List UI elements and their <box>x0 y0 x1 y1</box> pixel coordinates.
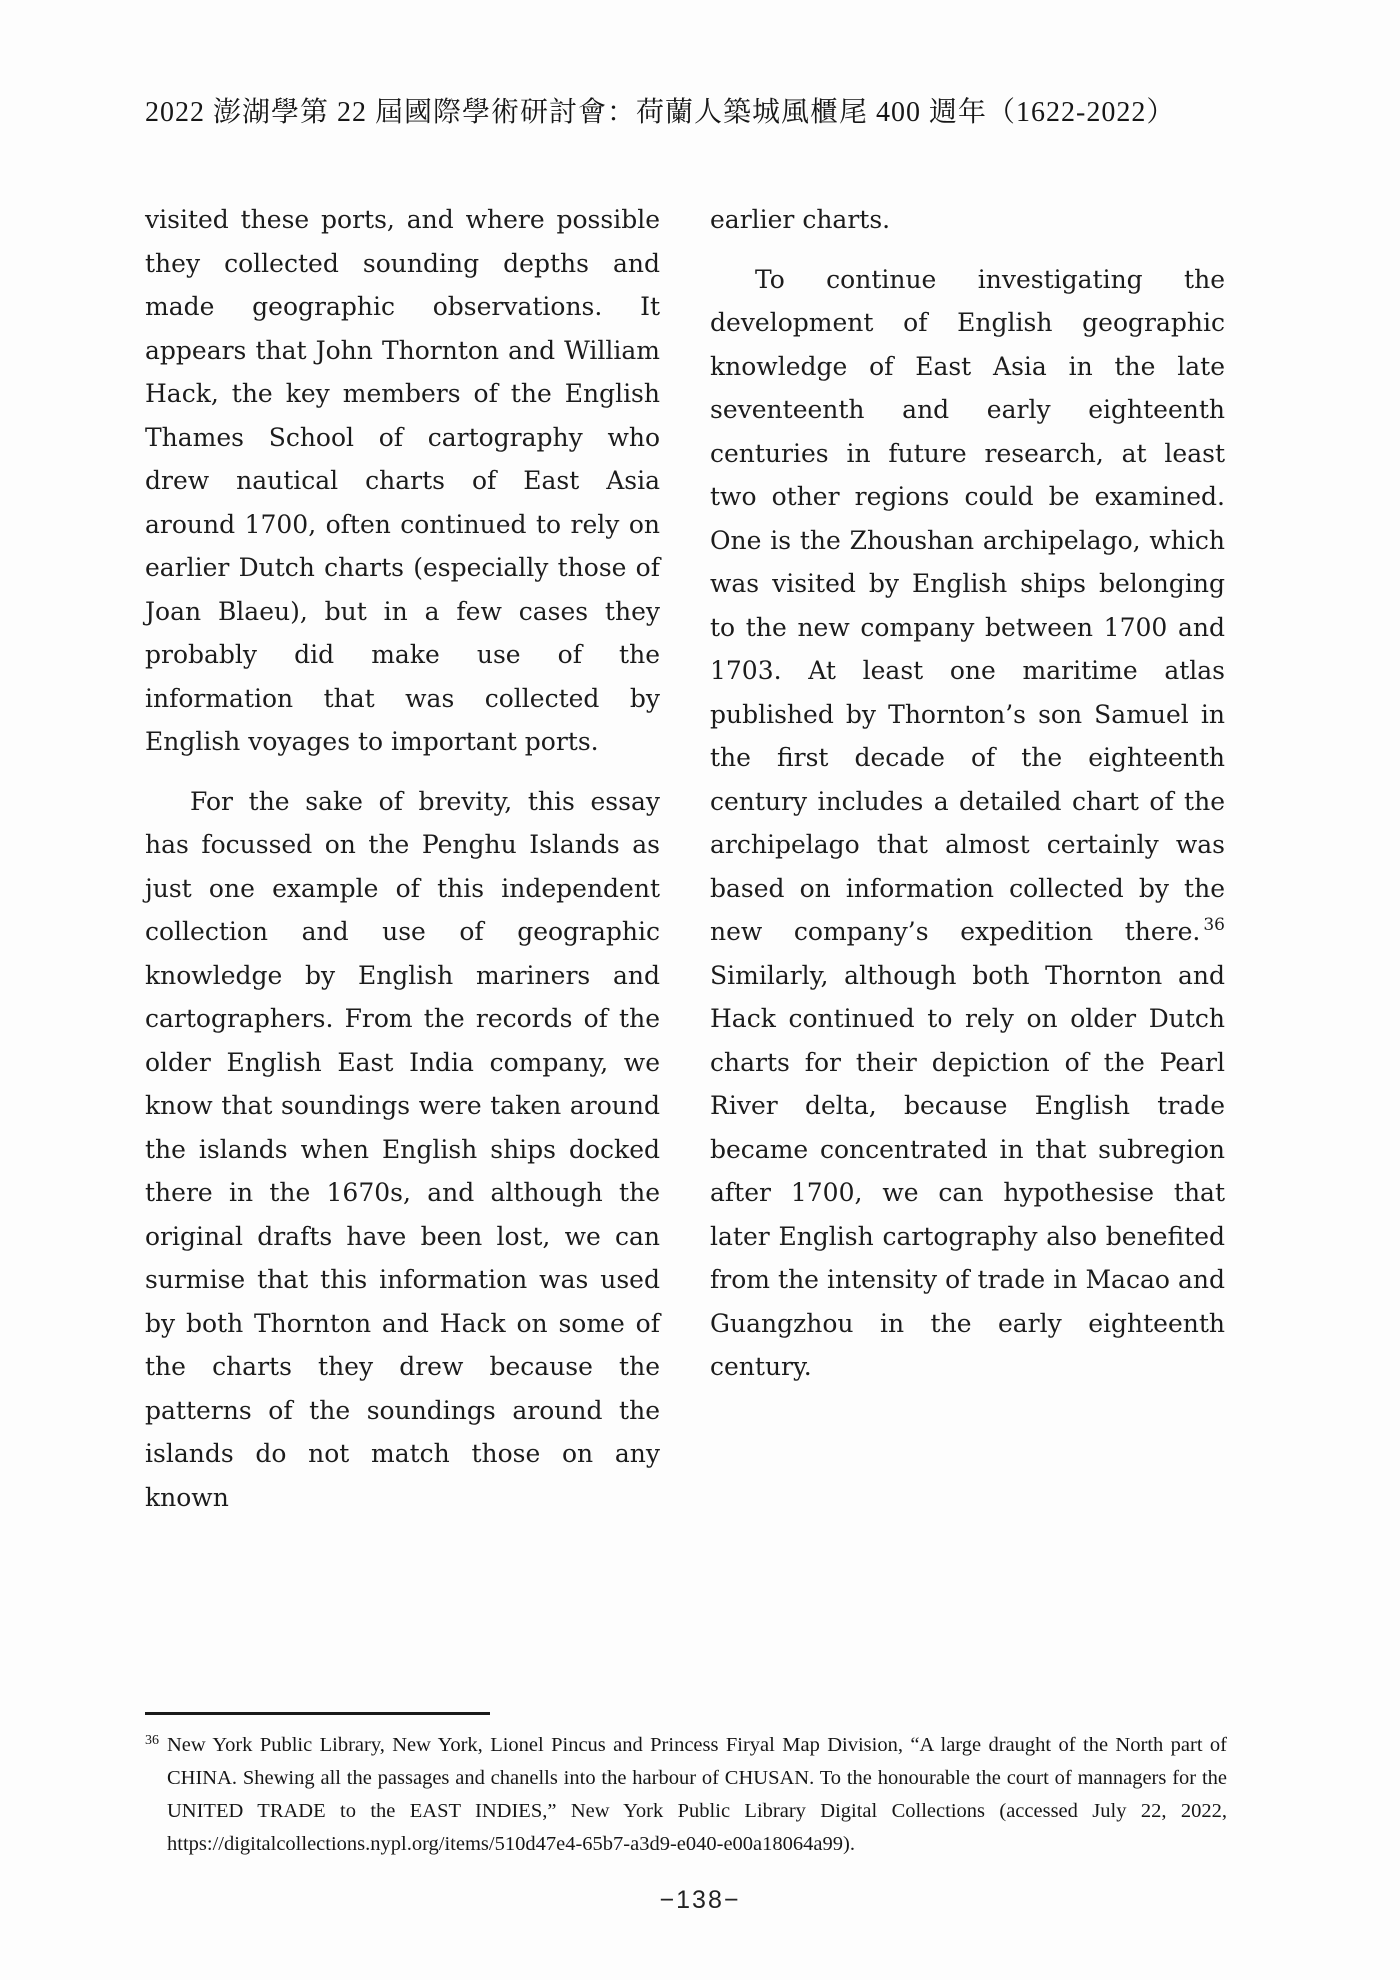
paragraph-continuation: visited these ports, and where possible they collected sounding depths and made geographic observations. It appears that John Thornton and William Hack, the key members of the English Thames School of cartography who drew nautical charts of East Asia around 1700, often continued to rely on earlier Dutch charts (especially those of Joan Blaeu), but in a few cases they probably did make use of the information that was collected by English voyages to important ports. <box>145 205 660 756</box>
paragraph <box>710 258 1225 1389</box>
right-column <box>710 198 1225 1535</box>
paragraph-continuation: earlier charts. <box>710 205 891 234</box>
page-header <box>145 90 1300 130</box>
footnote-separator-rule <box>145 1712 490 1715</box>
footnote-text: New York Public Library, New York, Lionel Pincus and Princess Firyal Map Division, “A large draught of the North part of CHINA. Shewing all the passages and chanells into the harbour of CHUSAN. To the honourable the court of mannagers for the UNITED TRADE to the EAST INDIES,” New York Public Library Digital Collections (accessed July 22, 2022, https://digitalcollections.nypl.org/items/510d47e4-65b7-a3d9-e040-e00a18064a99). <box>167 1734 1227 1855</box>
article-body <box>145 198 1225 1535</box>
footnote-36 <box>145 1729 1227 1861</box>
footnote-area <box>145 1712 1227 1861</box>
page-number: −138− <box>659 1886 741 1914</box>
conference-header-title: 2022 澎湖學第 22 屆國際學術研討會：荷蘭人築城風櫃尾 400 週年（1622-2022） <box>145 97 1176 128</box>
paragraph-text: To continue investigating the development of English geographic knowledge of East Asia in the late seventeenth and early eighteenth centuries in future research, at least two other regions could be examined. One is the Zhoushan archipelago, which was visited by English ships belonging to the new company between 1700 and 1703. At least one maritime atlas published by Thornton’s son Samuel in the first decade of the eighteenth century includes a detailed chart of the archipelago that almost certainly was based on information collected by the new company’s expedition there. <box>710 264 1225 946</box>
paragraph: For the sake of brevity, this essay has focussed on the Penghu Islands as just one example of this independent collection and use of geographic knowledge by English mariners and cartographers. From the records of the older English East India company, we know that soundings were taken around the islands when English ships docked there in the 1670s, and although the original drafts have been lost, we can surmise that this information was used by both Thornton and Hack on some of the charts they drew because the patterns of the soundings around the islands do not match those on any known <box>145 786 660 1512</box>
footnote-marker: 36 <box>145 1733 159 1748</box>
paragraph-text: Similarly, although both Thornton and Hack continued to rely on older Dutch charts for their depiction of the Pearl River delta, because English trade became concentrated in that subregion after 1700, we can hypothesise that later English cartography also benefited from the intensity of trade in Macao and Guangzhou in the early eighteenth century. <box>710 960 1225 1381</box>
footnote-reference-36: 36 <box>1203 915 1225 935</box>
left-column <box>145 198 660 1535</box>
